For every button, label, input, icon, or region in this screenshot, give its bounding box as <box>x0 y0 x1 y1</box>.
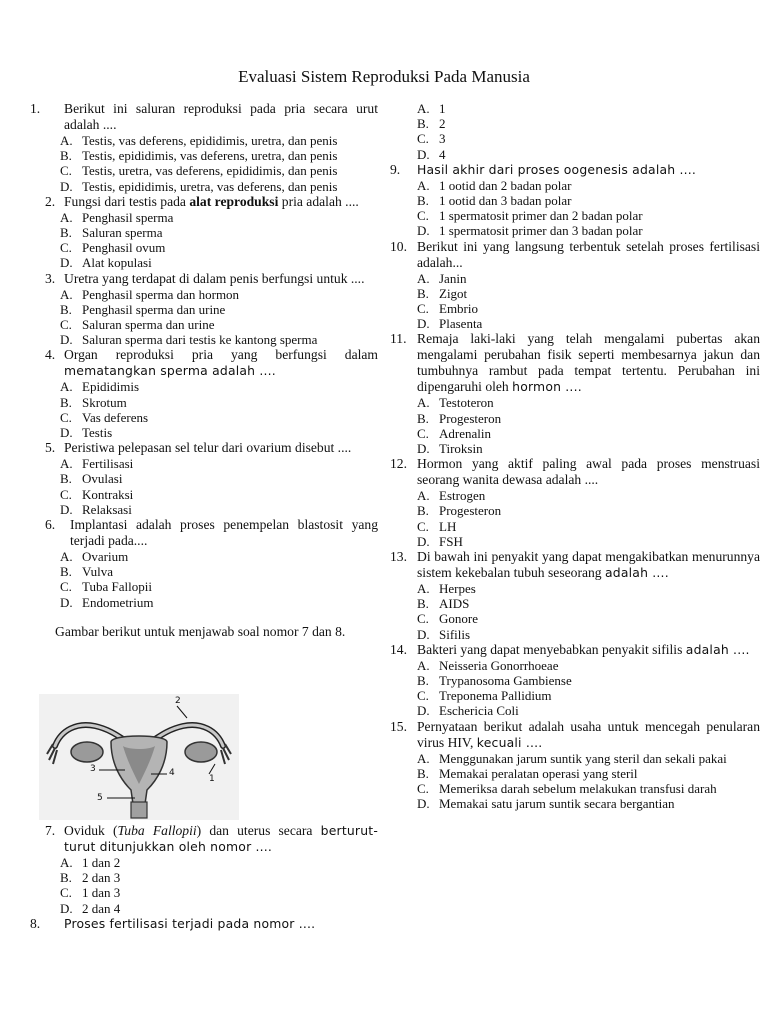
option-d: D. Plasenta <box>417 316 483 332</box>
question-3 <box>30 271 378 348</box>
question-number: 13. <box>390 549 407 565</box>
question-text: Bakteri yang dapat menyebabkan penyakit sifilis adalah .... <box>417 641 750 657</box>
question-number: 5. <box>45 440 56 456</box>
right-column <box>390 101 760 812</box>
question-text: Berikut ini saluran reproduksi pada pria secara urut adalah .... <box>64 101 378 132</box>
option-a: A. Penghasil sperma dan hormon <box>60 286 240 302</box>
question-number: 8. <box>30 915 41 931</box>
question-7 <box>30 823 378 916</box>
left-column-bottom <box>30 823 378 932</box>
option-a: A. Neisseria Gonorrhoeae <box>417 657 559 673</box>
option-d: D. Sifilis <box>417 626 471 642</box>
option-c: C. Treponema Pallidium <box>417 688 552 704</box>
option-a: A. 1 ootid dan 2 badan polar <box>417 177 572 193</box>
question-text: Peristiwa pelepasan sel telur dari ovarium disebut .... <box>64 440 352 456</box>
option-d: D. Testis <box>60 425 113 441</box>
question-12 <box>390 456 760 549</box>
option-b: B. Zigot <box>417 285 468 301</box>
option-a: A. Testis, vas deferens, epididimis, uretra, dan penis <box>60 133 338 148</box>
option-a: A. Fertilisasi <box>60 456 134 472</box>
option-b: B. Trypanosoma Gambiense <box>417 673 572 689</box>
question-text: Oviduk (Tuba Fallopii) dan uterus secara berturut-turut ditunjukkan oleh nomor .... <box>64 823 379 854</box>
option-d: D. 4 <box>417 146 446 162</box>
option-b: B. Saluran sperma <box>60 225 163 241</box>
option-d: D. 2 dan 4 <box>60 900 121 916</box>
option-a: A. 1 <box>417 101 446 116</box>
question-number: 1. <box>30 101 41 116</box>
option-b: B. 2 dan 3 <box>60 870 121 886</box>
option-a: A. Penghasil sperma <box>60 209 174 225</box>
question-8-options <box>417 101 760 162</box>
question-text: Implantasi adalah proses penempelan blastosit yang terjadi pada.... <box>70 517 378 549</box>
option-b: B. 2 <box>417 116 446 132</box>
figure-label-3: 3 <box>90 764 96 774</box>
option-b: B. Vulva <box>60 564 113 580</box>
option-c: C. Tuba Fallopii <box>60 579 152 595</box>
option-c: C. 1 spermatosit primer dan 2 badan polar <box>417 208 643 224</box>
option-b: B. Skrotum <box>60 394 127 410</box>
option-a: A. Menggunakan jarum suntik yang steril dan sekali pakai <box>417 750 727 766</box>
question-11 <box>390 331 760 456</box>
question-text: Fungsi dari testis pada alat reproduksi pria adalah .... <box>64 193 359 209</box>
question-number: 2. <box>45 193 56 209</box>
question-text: Proses fertilisasi terjadi pada nomor .... <box>64 915 316 931</box>
figure-caption: Gambar berikut untuk menjawab soal nomor 7 dan 8. <box>55 623 346 639</box>
option-a: A. Herpes <box>417 581 476 597</box>
question-5 <box>30 440 378 517</box>
option-b: B. Penghasil sperma dan urine <box>60 301 226 317</box>
option-b: B. AIDS <box>417 596 470 612</box>
option-c: C. Adrenalin <box>417 425 491 441</box>
option-d: D. Saluran sperma dari testis ke kantong sperma <box>60 332 318 348</box>
question-text: Hasil akhir dari proses oogenesis adalah .... <box>417 161 697 177</box>
reproductive-organ-figure <box>39 694 239 820</box>
option-d: D. Relaksasi <box>60 501 132 517</box>
option-b: B. Memakai peralatan operasi yang steril <box>417 765 638 781</box>
italic-term: Tuba Fallopii <box>117 823 197 838</box>
option-a: A. Epididimis <box>60 379 140 395</box>
left-column <box>30 101 378 640</box>
question-text: Remaja laki-laki yang telah mengalami pubertas akan mengalami perubahan fisik seperti membesarnya jakun dan tumbuhnya rambut pada tempat tertentu. Perubahan ini dipengaruhi oleh hormon .... <box>417 331 760 395</box>
question-number: 14. <box>390 641 407 657</box>
option-d: D. Alat kopulasi <box>60 255 152 271</box>
question-10 <box>390 239 760 332</box>
option-a: A. 1 dan 2 <box>60 855 121 870</box>
question-text: Hormon yang aktif paling awal pada proses menstruasi seorang wanita dewasa adalah .... <box>417 456 760 488</box>
question-6 <box>30 517 378 610</box>
question-number: 12. <box>390 456 407 472</box>
question-number: 11. <box>390 331 407 347</box>
option-c: C. Embrio <box>417 301 478 317</box>
option-a: A. Ovarium <box>60 549 129 565</box>
option-b: B. Testis, epididimis, vas deferens, uretra, dan penis <box>60 148 338 164</box>
question-number: 10. <box>390 238 407 254</box>
option-d: D. FSH <box>417 533 463 549</box>
question-number: 7. <box>45 823 56 838</box>
option-b: B. Ovulasi <box>60 471 123 487</box>
bold-phrase: alat reproduksi <box>189 193 279 209</box>
option-d: D. Testis, epididimis, uretra, vas deferens, dan penis <box>60 178 338 194</box>
question-number: 3. <box>45 270 56 286</box>
option-c: C. Vas deferens <box>60 409 149 425</box>
option-b: B. Progesteron <box>417 410 502 426</box>
question-2 <box>30 194 378 271</box>
option-c: C. Memeriksa darah sebelum melakukan transfusi darah <box>417 781 717 797</box>
question-4 <box>30 347 378 440</box>
option-c: C. Kontraksi <box>60 486 134 502</box>
option-c: C. 1 dan 3 <box>60 885 121 901</box>
question-1 <box>30 101 378 194</box>
question-15 <box>390 719 760 812</box>
question-number: 4. <box>45 347 56 363</box>
figure-label-5: 5 <box>97 793 103 803</box>
option-a: A. Janin <box>417 270 467 286</box>
question-number: 6. <box>45 517 56 533</box>
question-13 <box>390 549 760 642</box>
figure-label-2: 2 <box>175 696 181 706</box>
option-d: D. Eschericia Coli <box>417 703 519 719</box>
question-text: Organ reproduksi pria yang berfungsi dalam mematangkan sperma adalah .... <box>64 347 378 379</box>
option-d: D. Tiroksin <box>417 441 483 457</box>
option-c: C. Penghasil ovum <box>60 240 166 256</box>
page-title: Evaluasi Sistem Reproduksi Pada Manusia <box>238 67 530 86</box>
option-b: B. 1 ootid dan 3 badan polar <box>417 193 572 209</box>
figure-label-4: 4 <box>169 768 175 778</box>
question-text: Berikut ini yang langsung terbentuk setelah proses fertilisasi adalah... <box>417 238 760 270</box>
question-9 <box>390 162 760 239</box>
question-8 <box>30 916 378 932</box>
option-a: A. Estrogen <box>417 488 486 504</box>
question-text: Di bawah ini penyakit yang dapat mengakibatkan menurunnya sistem kekebalan tubuh seseorang adalah .... <box>417 549 760 581</box>
uterus-diagram <box>39 694 239 820</box>
option-c: C. Testis, uretra, vas deferens, epididimis, dan penis <box>60 163 338 179</box>
option-d: D. 1 spermatosit primer dan 3 badan polar <box>417 223 643 239</box>
option-d: D. Endometrium <box>60 594 154 610</box>
question-number: 15. <box>390 718 407 734</box>
option-c: C. 3 <box>417 131 446 147</box>
figure-label-1: 1 <box>209 774 215 784</box>
question-text: Pernyataan berikut adalah usaha untuk mencegah penularan virus HIV, kecuali .... <box>417 718 760 750</box>
option-c: C. Saluran sperma dan urine <box>60 317 215 333</box>
option-b: B. Progesteron <box>417 503 502 519</box>
option-c: C. Gonore <box>417 611 478 627</box>
option-c: C. LH <box>417 518 457 534</box>
question-number: 9. <box>390 161 401 177</box>
question-14 <box>390 642 760 719</box>
question-text: Uretra yang terdapat di dalam penis berfungsi untuk .... <box>64 270 365 286</box>
option-a: A. Testoteron <box>417 395 494 411</box>
option-d: D. Memakai satu jarum suntik secara bergantian <box>417 796 675 812</box>
